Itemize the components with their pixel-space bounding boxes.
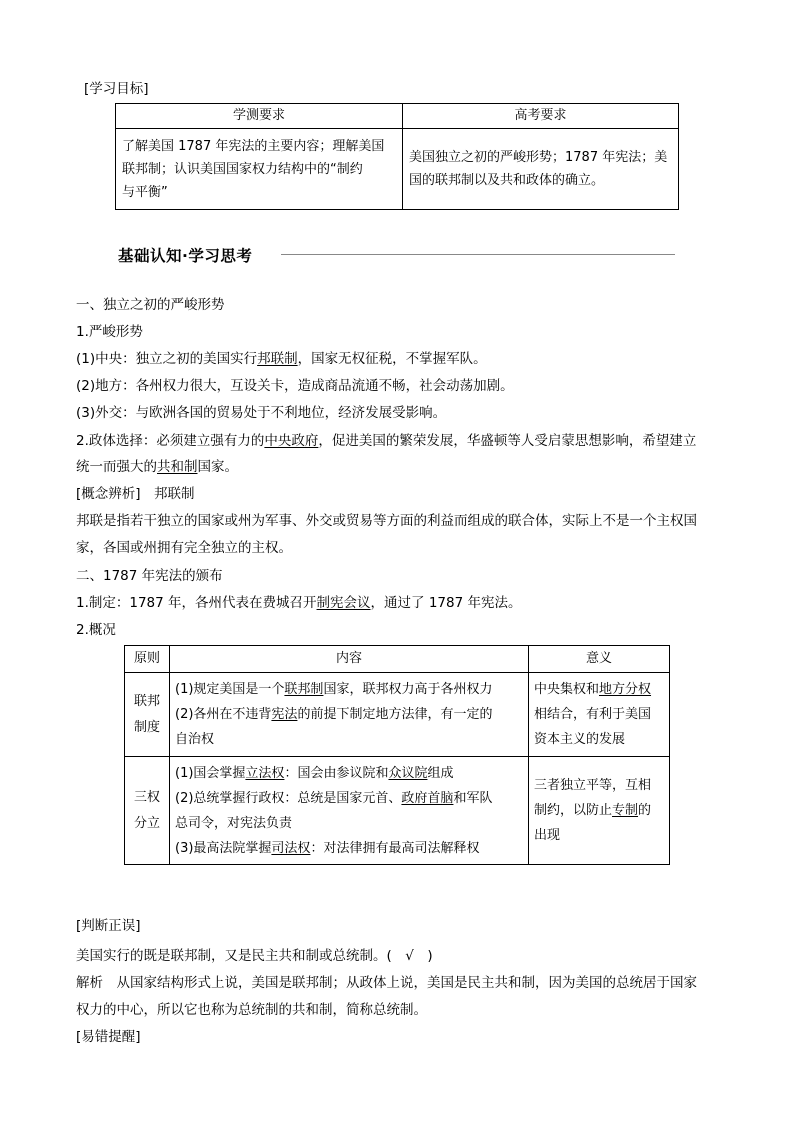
col-header-exam: 高考要求 bbox=[403, 104, 679, 129]
objectives-table bbox=[115, 103, 679, 210]
concept-text-line2: 家，各国或州拥有完全独立的主权。 bbox=[76, 540, 292, 556]
principle-cell: 联邦 制度 bbox=[125, 673, 170, 757]
section-1-subtitle: 1.严峻形势 bbox=[76, 324, 143, 340]
col-header-principle: 原则 bbox=[125, 646, 170, 673]
paragraph-polity-line1: 2.政体选择：必须建立强有力的中央政府，促进美国的繁荣发展，华盛顿等人受启蒙思想影响，希望建立 bbox=[76, 433, 697, 449]
answer-blank: 立法权 bbox=[245, 765, 285, 781]
content-cell: (1)国会掌握立法权：国会由参议院和众议院组成 (2)总统掌握行政权：总统是国家元首、政府首脑和军队 总司令，对宪法负责 (3)最高法院掌握司法权：对法律拥有最高司法解释权 bbox=[170, 757, 529, 865]
principle-cell: 三权 分立 bbox=[125, 757, 170, 865]
significance-cell: 中央集权和地方分权 相结合，有利于美国 资本主义的发展 bbox=[529, 673, 670, 757]
paragraph-enactment: 1.制定：1787 年，各州代表在费城召开制宪会议，通过了 1787 年宪法。 bbox=[76, 595, 522, 611]
objective-exam-cell: 美国独立之初的严峻形势；1787 年宪法；美 国的联邦制以及共和政体的确立。 bbox=[403, 129, 679, 210]
section-2-title: 二、1787 年宪法的颁布 bbox=[76, 568, 223, 584]
analysis-line2: 权力的中心，所以它也称为总统制的共和制，简称总统制。 bbox=[76, 1002, 427, 1018]
col-header-basic: 学测要求 bbox=[116, 104, 403, 129]
paragraph-central: (1)中央：独立之初的美国实行邦联制，国家无权征税，不掌握军队。 bbox=[76, 351, 487, 367]
answer-blank: 地方分权 bbox=[599, 682, 652, 697]
analysis-line1: 解析 从国家结构形式上说，美国是联邦制；从政体上说，美国是民主共和制，因为美国的总统居于国家 bbox=[76, 975, 697, 991]
table-row bbox=[125, 757, 670, 865]
paragraph-local: (2)地方：各州权力很大，互设关卡，造成商品流通不畅，社会动荡加剧。 bbox=[76, 378, 514, 394]
table-row bbox=[125, 673, 670, 757]
objectives-label: [学习目标] bbox=[84, 81, 149, 97]
answer-blank: 共和制 bbox=[157, 459, 198, 475]
banner-divider bbox=[281, 254, 675, 255]
answer-blank: 司法权 bbox=[271, 840, 311, 856]
answer-blank: 邦联制 bbox=[257, 351, 298, 367]
judge-statement: 美国实行的既是联邦制，又是民主共和制或总统制。( √ ) bbox=[76, 948, 433, 964]
col-header-significance: 意义 bbox=[529, 646, 670, 673]
section-banner-title: 基础认知·学习思考 bbox=[118, 247, 253, 265]
answer-blank: 制宪会议 bbox=[316, 595, 371, 611]
paragraph-diplomacy: (3)外交：与欧洲各国的贸易处于不利地位，经济发展受影响。 bbox=[76, 405, 447, 421]
judge-label: [判断正误] bbox=[76, 918, 141, 934]
concept-label: [概念辨析] 邦联制 bbox=[76, 486, 195, 502]
answer-blank: 专制 bbox=[612, 803, 639, 818]
overview-table bbox=[124, 645, 670, 865]
objective-basic-cell: 了解美国 1787 年宪法的主要内容；理解美国 联邦制；认识美国国家权力结构中的“制约 与平衡” bbox=[116, 129, 403, 210]
content-cell: (1)规定美国是一个联邦制国家，联邦权力高于各州权力 (2)各州在不违背宪法的前提下制定地方法律，有一定的 自治权 bbox=[170, 673, 529, 757]
section-1-title: 一、独立之初的严峻形势 bbox=[76, 297, 225, 313]
significance-cell: 三者独立平等，互相 制约，以防止专制的 出现 bbox=[529, 757, 670, 865]
answer-blank: 联邦制 bbox=[284, 682, 324, 697]
section-2-subtitle: 2.概况 bbox=[76, 622, 116, 638]
answer-blank: 中央政府 bbox=[264, 433, 319, 449]
answer-blank: 政府首脑 bbox=[401, 790, 454, 806]
answer-blank: 宪法 bbox=[271, 707, 298, 722]
answer-blank: 众议院 bbox=[388, 765, 428, 781]
paragraph-polity-line2: 统一而强大的共和制国家。 bbox=[76, 459, 238, 475]
pitfall-label: [易错提醒] bbox=[76, 1029, 141, 1045]
col-header-content: 内容 bbox=[170, 646, 529, 673]
concept-text-line1: 邦联是指若干独立的国家或州为军事、外交或贸易等方面的利益而组成的联合体，实际上不是一个主权国 bbox=[76, 513, 697, 529]
